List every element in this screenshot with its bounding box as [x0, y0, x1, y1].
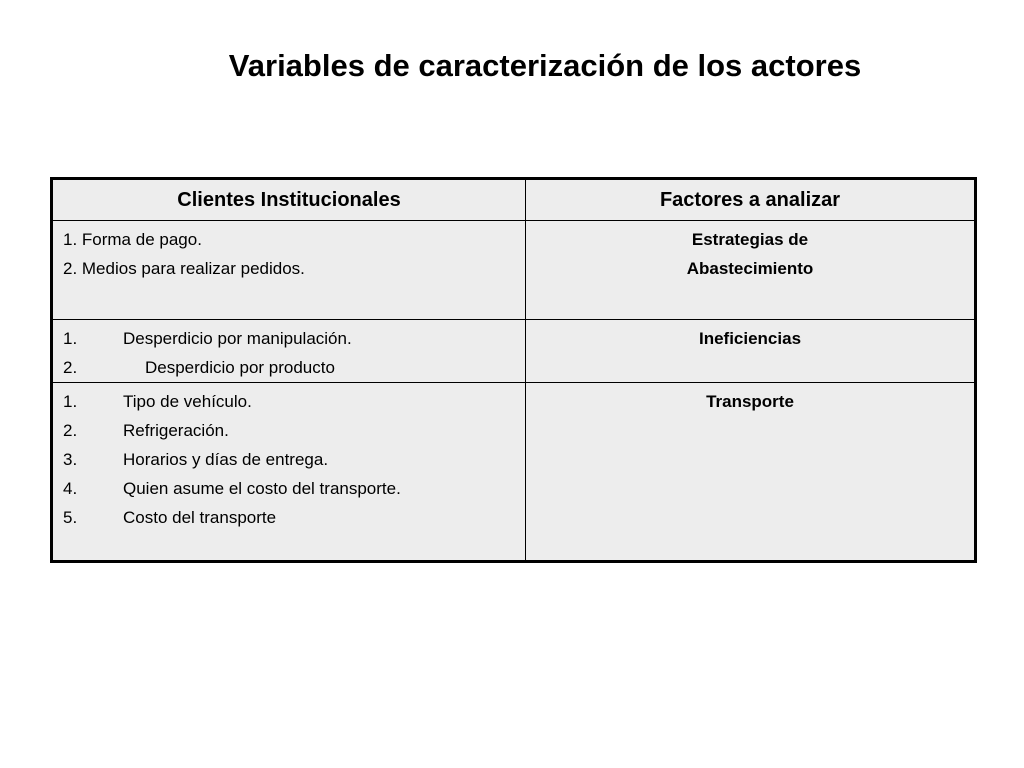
factor-cell: [526, 221, 976, 320]
factor-label: Transporte: [706, 392, 794, 411]
list-item: [63, 324, 515, 353]
factor-cell: [526, 320, 976, 383]
list-text: Horarios y días de entrega.: [123, 450, 329, 469]
list-item: [63, 474, 515, 503]
list-text: Desperdicio por producto: [145, 358, 335, 377]
table-row: [52, 383, 976, 562]
list-number: 2.: [63, 421, 78, 440]
list-text: Costo del transporte: [123, 508, 277, 527]
list-number: 1.: [63, 329, 78, 348]
table-row: [52, 320, 976, 383]
list-item: [63, 416, 515, 445]
list-number: 2.: [63, 358, 78, 377]
list-item: [63, 387, 515, 416]
list-number: 3.: [63, 450, 78, 469]
list-number: 5.: [63, 508, 78, 527]
list-item: [63, 445, 515, 474]
list-text: Refrigeración.: [123, 421, 229, 440]
column-header-factores: Factores a analizar: [526, 179, 976, 221]
clientes-cell: [52, 383, 526, 562]
table-row: [52, 221, 976, 320]
list-item: [63, 503, 515, 532]
factor-label: Abastecimiento: [686, 259, 814, 278]
factor-label: Ineficiencias: [698, 329, 802, 348]
characterization-table: [50, 177, 974, 563]
clientes-cell: [52, 320, 526, 383]
list-text: Tipo de vehículo.: [123, 392, 252, 411]
clientes-cell: [52, 221, 526, 320]
factor-cell: [526, 383, 976, 562]
list-number: 1.: [63, 392, 78, 411]
table-header-row: [52, 179, 976, 221]
list-item: 1. Forma de pago.: [63, 230, 202, 249]
list-item: [63, 353, 515, 382]
list-number: 4.: [63, 479, 78, 498]
factor-label: Estrategias de: [691, 230, 809, 249]
slide-title: Variables de caracterización de los actores: [228, 48, 862, 83]
table: [50, 177, 977, 563]
column-header-clientes: Clientes Institucionales: [52, 179, 526, 221]
list-item: 2. Medios para realizar pedidos.: [63, 259, 305, 278]
list-text: Desperdicio por manipulación.: [123, 329, 352, 348]
list-text: Quien asume el costo del transporte.: [123, 479, 401, 498]
